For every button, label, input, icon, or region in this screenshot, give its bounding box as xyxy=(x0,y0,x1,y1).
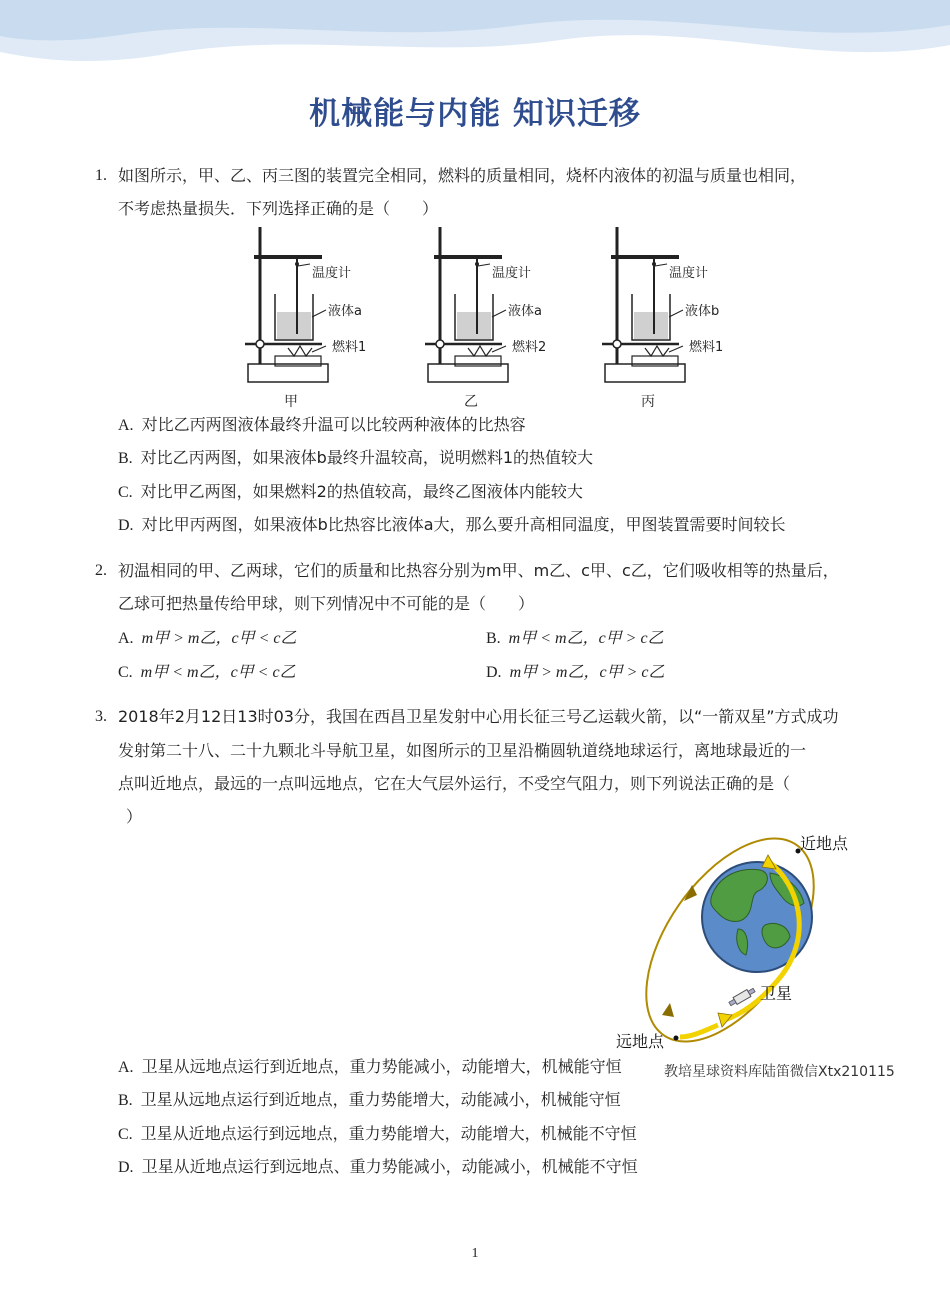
q2-number: 2. xyxy=(95,562,107,579)
q2-option-c[interactable]: C. m甲 < m乙，c甲 < c乙 xyxy=(118,664,296,681)
q3-stem-line1: 2018年2月12日13时03分，我国在西昌卫星发射中心用长征三号乙运载火箭，以“一箭双星”方式成功 xyxy=(118,707,839,726)
perigee-label: 近地点 xyxy=(800,834,849,853)
bing-fuel-label: 燃料1 xyxy=(689,340,724,355)
q3-option-c[interactable]: C. 卫星从近地点运行到远地点，重力势能增大，动能增大，机械能不守恒 xyxy=(118,1124,637,1143)
yi-liquid-label: 液体a xyxy=(508,304,542,319)
apparatus-jia xyxy=(245,227,366,410)
jia-fuel-label: 燃料1 xyxy=(332,340,367,355)
watermark-text: 教培星球资料库陆笛微信Xtx210115 xyxy=(664,1064,895,1080)
header-wave-decoration xyxy=(0,0,950,80)
bing-thermometer-label: 温度计 xyxy=(669,266,709,281)
apparatus-bing xyxy=(602,227,723,410)
jia-caption: 甲 xyxy=(284,394,298,410)
jia-liquid-label: 液体a xyxy=(328,304,362,319)
yi-thermometer-label: 温度计 xyxy=(492,266,532,281)
orbit-arrow-left xyxy=(684,885,697,901)
bing-caption: 丙 xyxy=(641,394,655,410)
q1-option-d[interactable]: D. 对比甲丙两图，如果液体b比热容比液体a大，那么要升高相同温度，甲图装置需要时间较长 xyxy=(118,515,786,534)
q2-option-a[interactable]: A. m甲 > m乙，c甲 < c乙 xyxy=(118,630,297,647)
q2-stem-line1: 初温相同的甲、乙两球，它们的质量和比热容分别为m甲、m乙、c甲、c乙，它们吸收相等的热量后， xyxy=(118,561,839,580)
q2-stem-line2: 乙球可把热量传给甲球，则下列情况中不可能的是（ ） xyxy=(118,594,535,613)
bing-liquid-label: 液体b xyxy=(685,304,720,319)
q1-option-c[interactable]: C. 对比甲乙两图，如果燃料2的热值较高，最终乙图液体内能较大 xyxy=(118,482,583,501)
page-title: 机械能与内能 知识迁移 xyxy=(309,96,641,132)
apogee-label: 远地点 xyxy=(616,1032,665,1051)
orbit-arrow-top xyxy=(762,855,776,869)
q1-apparatus-figure xyxy=(240,222,740,412)
yi-caption: 乙 xyxy=(464,394,478,410)
apparatus-yi xyxy=(425,227,546,410)
apogee-dot xyxy=(674,1036,679,1041)
jia-thermometer-label: 温度计 xyxy=(312,266,352,281)
q1-number: 1. xyxy=(95,167,107,184)
q3-stem-line3: 点叫近地点，最远的一点叫远地点，它在大气层外运行，不受空气阻力，则下列说法正确的是（ xyxy=(118,774,791,793)
q3-stem-line4: ） xyxy=(126,807,143,826)
satellite-label: 卫星 xyxy=(760,984,793,1003)
q2-option-b[interactable]: B. m甲 < m乙，c甲 > c乙 xyxy=(486,630,664,647)
q1-option-b[interactable]: B. 对比乙丙两图，如果液体b最终升温较高，说明燃料1的热值较大 xyxy=(118,448,594,467)
q1-option-a[interactable]: A. 对比乙丙两图液体最终升温可以比较两种液体的比热容 xyxy=(118,415,526,434)
q2-option-d[interactable]: D. m甲 > m乙，c甲 > c乙 xyxy=(486,664,665,681)
orbit-arrow-left-bottom xyxy=(662,1003,674,1017)
page-number: 1 xyxy=(471,1246,479,1261)
q3-stem-line2: 发射第二十八、二十九颗北斗导航卫星，如图所示的卫星沿椭圆轨道绕地球运行，离地球最近的一 xyxy=(118,741,807,760)
q3-orbit-figure xyxy=(600,825,870,1055)
q1-stem-line2: 不考虑热量损失．下列选择正确的是（ ） xyxy=(118,199,439,218)
q3-number: 3. xyxy=(95,708,107,725)
q3-option-a[interactable]: A. 卫星从远地点运行到近地点，重力势能减小，动能增大，机械能守恒 xyxy=(118,1057,622,1076)
q3-option-d[interactable]: D. 卫星从近地点运行到远地点、重力势能减小，动能减小，机械能不守恒 xyxy=(118,1157,638,1176)
q1-stem-line1: 如图所示，甲、乙、丙三图的装置完全相同，燃料的质量相同，烧杯内液体的初温与质量也相同， xyxy=(118,166,807,185)
yi-fuel-label: 燃料2 xyxy=(512,340,547,355)
q3-option-b[interactable]: B. 卫星从远地点运行到近地点，重力势能增大，动能减小，机械能守恒 xyxy=(118,1090,621,1109)
